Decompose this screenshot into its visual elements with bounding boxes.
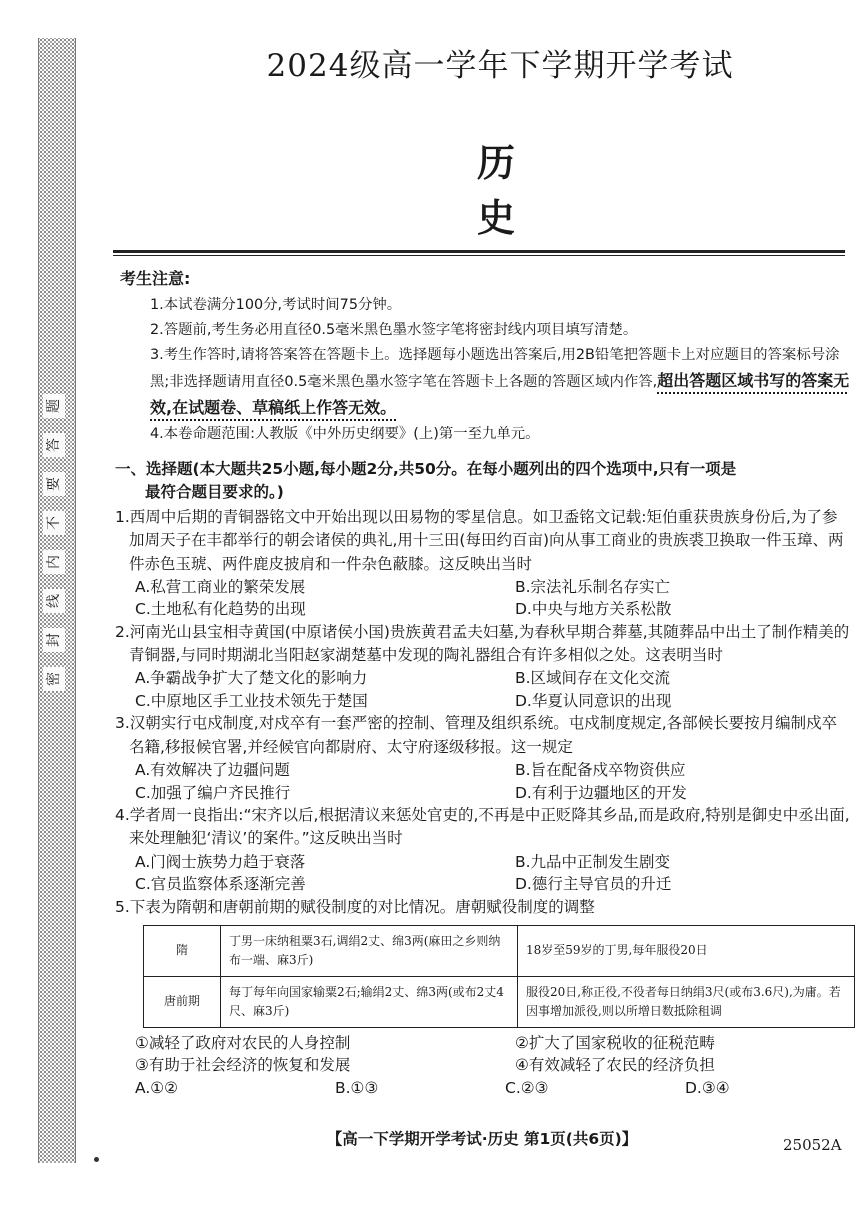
question-stem: 3.汉朝实行屯戍制度,对戍卒有一套严密的控制、管理及组织系统。屯戍制度规定,各部候长要按月编制戍卒名籍,移报候官署,并经候官向都尉府、太守府逐级移报。这一规定 bbox=[115, 714, 838, 756]
question-stem: 5.下表为隋朝和唐朝前期的赋役制度的对比情况。唐朝赋役制度的调整 bbox=[115, 897, 595, 916]
option: D.有利于边疆地区的开发 bbox=[515, 783, 687, 802]
paper-code: 25052A bbox=[783, 1136, 842, 1154]
question-stem: 4.学者周一良指出:“宋齐以后,根据清议来惩处官吏的,不再是中正贬降其乡品,而是政府,特别是御史中丞出面,来处理触犯‘清议’的案件。”这反映出当时 bbox=[115, 806, 850, 848]
scan-speck bbox=[94, 1157, 99, 1162]
table-row bbox=[144, 976, 855, 1027]
question-options bbox=[135, 1077, 850, 1100]
note-item: 2.答题前,考生务必用直径0.5毫米黑色墨水签字笔将密封线内项目填写清楚。 bbox=[150, 322, 638, 338]
question-options bbox=[135, 851, 850, 896]
option: C.加强了编户齐民推行 bbox=[135, 783, 291, 802]
option: A.①② bbox=[135, 1078, 179, 1097]
option: C.官员监察体系逐渐完善 bbox=[135, 875, 306, 894]
statement: ③有助于社会经济的恢复和发展 bbox=[135, 1056, 351, 1075]
page-footer: 【高一下学期开学考试·历史 第1页(共6页)】 bbox=[326, 1130, 638, 1148]
question-options bbox=[135, 667, 850, 712]
table-cell-era: 唐前期 bbox=[144, 976, 221, 1027]
seal-char: 不 bbox=[43, 511, 65, 535]
question-options bbox=[135, 759, 850, 804]
seal-char: 密 bbox=[43, 667, 65, 691]
question-2 bbox=[115, 621, 850, 713]
statement: ②扩大了国家税收的征税范畴 bbox=[515, 1033, 715, 1052]
exam-notes bbox=[120, 266, 850, 447]
option: D.中央与地方关系松散 bbox=[515, 600, 672, 619]
table-cell: 每丁每年向国家输粟2石;输绢2丈、绵3两(或布2丈4尺、麻3斤) bbox=[221, 976, 518, 1027]
seal-char: 线 bbox=[43, 589, 65, 613]
header-divider bbox=[113, 250, 845, 253]
question-5 bbox=[115, 896, 850, 1100]
option: C.土地私有化趋势的出现 bbox=[135, 600, 306, 619]
question-3 bbox=[115, 712, 850, 804]
seal-line-text bbox=[24, 395, 84, 707]
option: B.旨在配备戍卒物资供应 bbox=[515, 761, 686, 780]
seal-char: 要 bbox=[43, 472, 65, 496]
table-cell: 18岁至59岁的丁男,每年服役20日 bbox=[518, 925, 855, 976]
question-statements bbox=[135, 1032, 850, 1077]
note-item: 4.本卷命题范围:人教版《中外历史纲要》(上)第一至九单元。 bbox=[150, 426, 540, 442]
option: C.②③ bbox=[505, 1078, 549, 1097]
option: A.争霸战争扩大了楚文化的影响力 bbox=[135, 669, 368, 688]
option: D.德行主导官员的升迁 bbox=[515, 875, 672, 894]
section-heading bbox=[115, 458, 850, 504]
subject-title: 历 史 bbox=[476, 140, 573, 240]
option: B.①③ bbox=[335, 1078, 379, 1097]
seal-char: 题 bbox=[43, 394, 65, 418]
option: B.区域间存在文化交流 bbox=[515, 669, 671, 688]
option: B.九品中正制发生剧变 bbox=[515, 852, 671, 871]
option: C.中原地区手工业技术领先于楚国 bbox=[135, 691, 368, 710]
table-cell: 服役20日,称正役,不役者每日纳绢3尺(或布3.6尺),为庸。若因事增加派役,则以所增日数抵除租调 bbox=[518, 976, 855, 1027]
notes-heading: 考生注意: bbox=[120, 269, 191, 288]
section-heading-line: 最符合题目要求的。) bbox=[145, 483, 284, 501]
option: D.③④ bbox=[685, 1078, 730, 1097]
seal-char: 内 bbox=[43, 550, 65, 574]
note-item-text: 3.考生作答时,请将答案答在答题卡上。选择题每小题选出答案后,用2B铅笔把答题卡上对应题目的答案标号涂黑;非选择题请用直径0.5毫米黑色墨水签字笔在答题卡上各题的答题区域内作答, bbox=[150, 347, 840, 390]
question-stem: 2.河南光山县宝相寺黄国(中原诸侯小国)贵族黄君孟夫妇墓,为春秋早期合葬墓,其随葬品中出土了制作精美的青铜器,与同时期湖北当阳赵家湖楚墓中发现的陶礼器组合有许多相似之处。这表明当时 bbox=[115, 622, 850, 665]
question-4 bbox=[115, 804, 850, 896]
note-item bbox=[150, 343, 850, 422]
table-cell: 丁男一床纳租粟3石,调绢2丈、绵3两(麻田之乡则纳布一端、麻3斤) bbox=[221, 925, 518, 976]
option: B.宗法礼乐制名存实亡 bbox=[515, 577, 671, 596]
seal-char: 封 bbox=[43, 628, 65, 652]
exam-title: 2024级高一学年下学期开学考试 bbox=[266, 48, 734, 84]
section-heading-line: 一、选择题(本大题共25小题,每小题2分,共50分。在每小题列出的四个选项中,只有一项是 bbox=[115, 460, 737, 478]
note-item: 1.本试卷满分100分,考试时间75分钟。 bbox=[150, 297, 402, 313]
question-stem: 1.西周中后期的青铜器铭文中开始出现以田易物的零星信息。如卫盉铭文记载:矩伯重获贵族身份后,为了参加周天子在丰都举行的朝会诸侯的典礼,用十三田(每田约百亩)向从事工商业的贵族裘卫换取一件玉璋、两件赤色玉琥、两件鹿皮披肩和一件杂色蔽膝。这反映出当时 bbox=[115, 508, 844, 573]
statement: ④有效减轻了农民的经济负担 bbox=[515, 1056, 715, 1075]
seal-char: 答 bbox=[43, 433, 65, 457]
header-divider-thin bbox=[113, 255, 845, 256]
option: A.私营工商业的繁荣发展 bbox=[135, 577, 306, 596]
questions-section bbox=[115, 458, 850, 1099]
statement: ①减轻了政府对农民的人身控制 bbox=[135, 1033, 351, 1052]
table-cell-era: 隋 bbox=[144, 925, 221, 976]
question-options bbox=[135, 576, 850, 621]
note-emphasis: 超出答题区域书写的答案无效,在试题卷、草稿纸上作答无效。 bbox=[150, 371, 850, 417]
option: A.门阀士族势力趋于衰落 bbox=[135, 852, 306, 871]
option: D.华夏认同意识的出现 bbox=[515, 691, 672, 710]
question-1 bbox=[115, 506, 850, 621]
option: A.有效解决了边疆问题 bbox=[135, 761, 290, 780]
tax-system-table bbox=[143, 925, 855, 1028]
table-row bbox=[144, 925, 855, 976]
